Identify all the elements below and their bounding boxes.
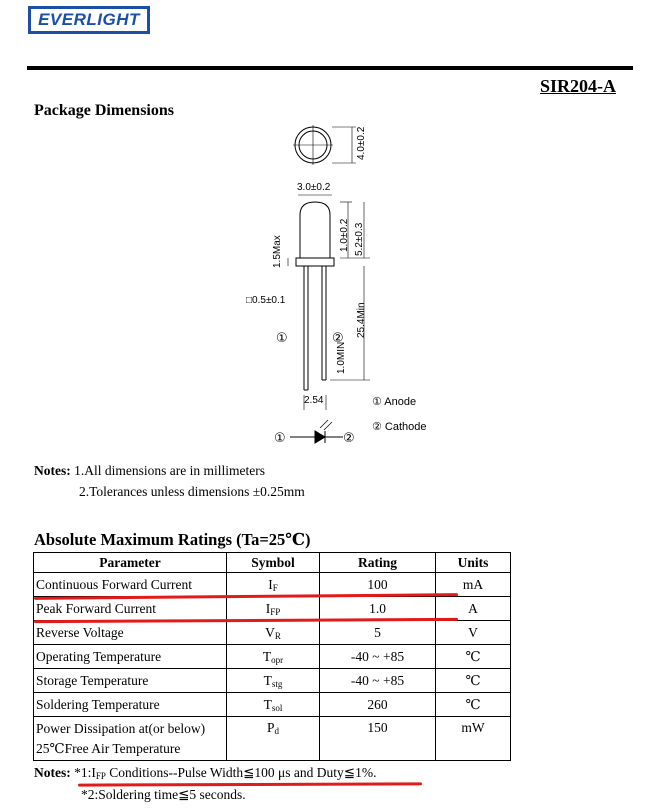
footnote-1-sub: FP: [95, 771, 106, 781]
diode-pin-2: ②: [343, 430, 355, 445]
dim-lead-size: □0.5±0.1: [246, 295, 286, 306]
note-2: 2.Tolerances unless dimensions ±0.25mm: [79, 484, 305, 499]
symbol-sub: R: [274, 630, 281, 641]
symbol-sub: F: [272, 582, 278, 593]
symbol-sub: stg: [271, 678, 283, 689]
dim-lead-length: 25.4Min: [356, 302, 367, 338]
unit-cell: A: [436, 597, 511, 621]
header-symbol: Symbol: [227, 553, 320, 573]
dim-body-width: 3.0±0.2: [297, 182, 331, 193]
pin-2-label: ②: [332, 330, 344, 345]
parameter-line-1: Power Dissipation at(or below): [36, 720, 206, 736]
header-units: Units: [436, 553, 511, 573]
header-parameter: Parameter: [34, 553, 227, 573]
diode-pin-1: ①: [274, 430, 286, 445]
header-rating: Rating: [320, 553, 436, 573]
ratings-notes: [34, 765, 377, 802]
parameter-cell: Soldering Temperature: [34, 693, 227, 717]
legend-anode: ① Anode: [372, 396, 417, 408]
rating-cell: 1.0: [320, 597, 436, 621]
symbol-cell: [227, 645, 320, 669]
dim-lead-gap: 1.0MIN: [336, 341, 347, 374]
symbol-cell: [227, 573, 320, 597]
symbol-cell: [227, 597, 320, 621]
ratings-table: [33, 552, 511, 761]
dim-dome: 1.0±0.2: [339, 218, 350, 252]
symbol-cell: [227, 693, 320, 717]
symbol-cell: [227, 717, 320, 761]
dim-flange: 1.5Max: [272, 235, 283, 268]
parameter-cell: Storage Temperature: [34, 669, 227, 693]
symbol-sub: opr: [271, 654, 284, 665]
table-row: [34, 621, 511, 645]
table-row: [34, 693, 511, 717]
unit-cell: mA: [436, 573, 511, 597]
unit-cell: ℃: [436, 669, 511, 693]
parameter-cell: Reverse Voltage: [34, 621, 227, 645]
unit-cell: ℃: [436, 645, 511, 669]
notes-label: Notes:: [34, 765, 71, 780]
everlight-logo: [28, 6, 150, 34]
symbol-cell: [227, 621, 320, 645]
symbol-main: I: [265, 600, 271, 616]
pin-1-label: ①: [276, 330, 288, 345]
symbol-main: T: [263, 696, 272, 712]
logo-text: EVERLIGHT: [38, 10, 140, 29]
note-1: 1.All dimensions are in millimeters: [74, 463, 265, 478]
symbol-main: V: [265, 624, 275, 640]
highlight-line-3: [78, 782, 422, 786]
parameter-cell: Continuous Forward Current: [34, 573, 227, 597]
diode-symbol-icon: [290, 420, 343, 443]
package-drawing: [240, 110, 470, 460]
dim-pitch: 2.54: [304, 395, 324, 406]
notes-label: Notes:: [34, 463, 71, 478]
symbol-cell: [227, 669, 320, 693]
footnote-2: *2:Soldering time≦5 seconds.: [81, 787, 246, 802]
symbol-sub: FP: [270, 606, 281, 617]
package-dimensions-title: Package Dimensions: [34, 102, 174, 119]
symbol-main: T: [263, 672, 272, 688]
symbol-main: P: [266, 720, 275, 735]
symbol-main: T: [262, 648, 272, 664]
part-number: SIR204-A: [540, 76, 617, 96]
footnote-1-rest: Conditions--Pulse Width≦100 μs and Duty≦1%.: [105, 765, 377, 780]
table-header-row: [34, 553, 511, 573]
dim-body-height: 5.2±0.3: [354, 222, 365, 256]
unit-cell: V: [436, 621, 511, 645]
rating-cell: 150: [320, 717, 436, 761]
table-row: [34, 669, 511, 693]
symbol-main: I: [268, 576, 273, 592]
rating-cell: 100: [320, 573, 436, 597]
unit-cell: mW: [436, 717, 511, 761]
table-row: [34, 717, 511, 761]
rating-cell: 5: [320, 621, 436, 645]
footnote-1-prefix: *1:I: [74, 765, 96, 780]
footnote-1: [74, 765, 376, 780]
symbol-sub: d: [274, 726, 279, 736]
rating-cell: -40 ~ +85: [320, 669, 436, 693]
dimension-notes: [34, 463, 305, 499]
rating-cell: -40 ~ +85: [320, 645, 436, 669]
dim-diameter: 4.0±0.2: [356, 126, 367, 160]
parameter-cell: Operating Temperature: [34, 645, 227, 669]
symbol-sub: sol: [271, 702, 283, 713]
unit-cell: ℃: [436, 693, 511, 717]
header-rule: [27, 66, 633, 70]
parameter-cell: [34, 717, 227, 761]
rating-cell: 260: [320, 693, 436, 717]
table-row: [34, 645, 511, 669]
top-view: [293, 125, 356, 165]
parameter-cell: Peak Forward Current: [34, 597, 227, 621]
legend-cathode: ② Cathode: [372, 421, 427, 433]
table-row: [34, 597, 511, 621]
parameter-line-2: 25℃Free Air Temperature: [36, 740, 181, 756]
ratings-title: Absolute Maximum Ratings (Ta=25℃): [34, 530, 311, 549]
